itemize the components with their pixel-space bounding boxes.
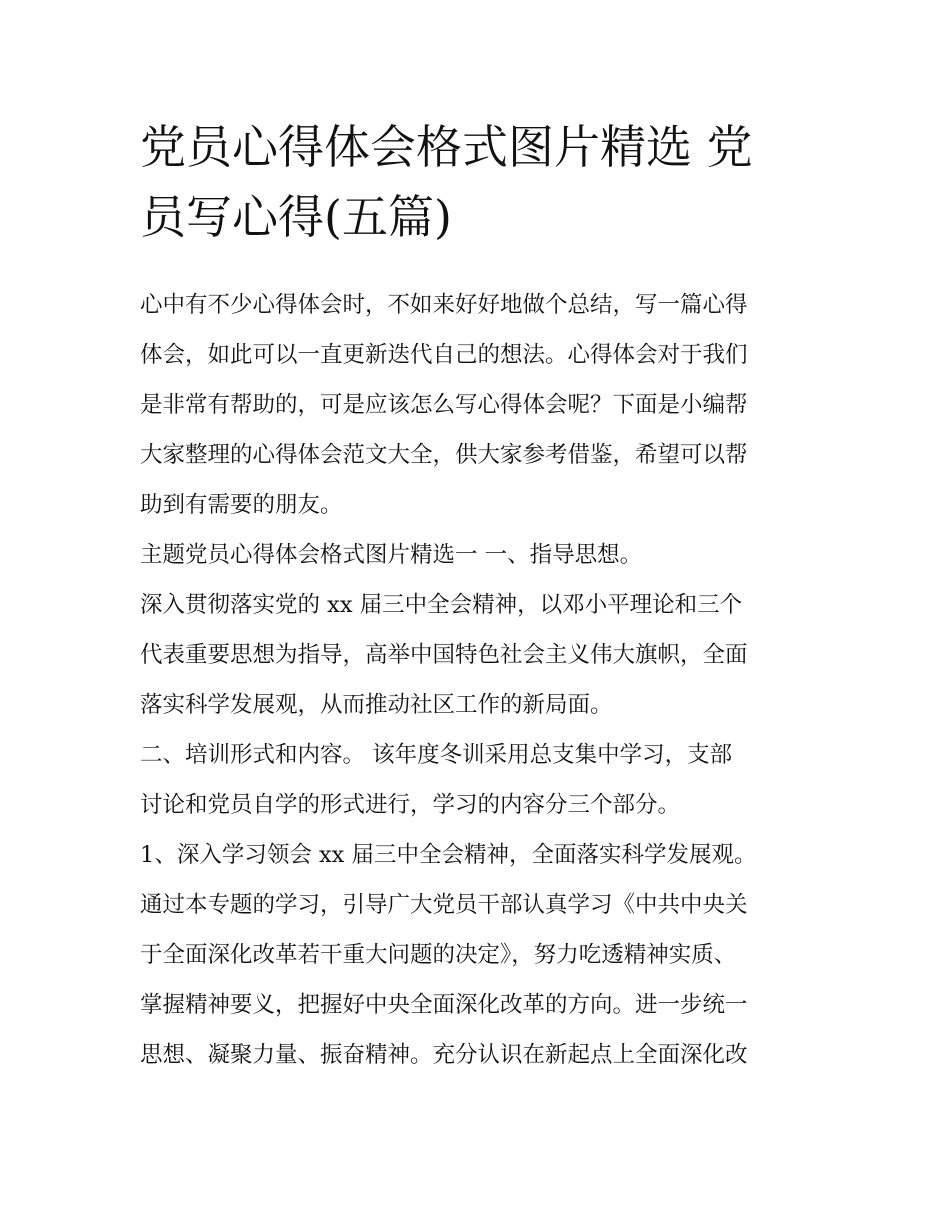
text-line: 助到有需要的朋友。: [140, 492, 343, 518]
paragraph-guiding-thought: [140, 580, 830, 730]
paragraph-item-1: [140, 830, 830, 880]
title-line: 党员心得体会格式图片精选 党: [140, 120, 753, 174]
text-line: 主题党员心得体会格式图片精选一 一、指导思想。: [140, 542, 643, 568]
paragraph-study-detail: [140, 880, 830, 1080]
text-line: 二、培训形式和内容。 该年度冬训采用总支集中学习，支部: [140, 742, 733, 768]
document-body: [140, 280, 830, 1080]
text-line: 大家整理的心得体会范文大全，供大家参考借鉴，希望可以帮: [140, 442, 748, 468]
text-line: 深入贯彻落实党的 xx 届三中全会精神，以邓小平理论和三个: [140, 592, 743, 618]
text-line: 心中有不少心得体会时，不如来好好地做个总结，写一篇心得: [140, 292, 748, 318]
text-line: 体会，如此可以一直更新迭代自己的想法。心得体会对于我们: [140, 342, 748, 368]
text-line: 通过本专题的学习，引导广大党员干部认真学习《中共中央关: [140, 892, 748, 918]
text-line: 落实科学发展观，从而推动社区工作的新局面。: [140, 692, 613, 718]
text-line: 掌握精神要义，把握好中央全面深化改革的方向。进一步统一: [140, 992, 748, 1018]
text-line: 1、深入学习领会 xx 届三中全会精神，全面落实科学发展观。: [140, 842, 757, 868]
text-line: 于全面深化改革若干重大问题的决定》，努力吃透精神实质、: [140, 942, 737, 968]
paragraph-training-form: [140, 730, 830, 830]
text-line: 代表重要思想为指导，高举中国特色社会主义伟大旗帜，全面: [140, 642, 748, 668]
title-line: 员写心得(五篇): [140, 190, 452, 244]
paragraph-section-heading: [140, 530, 830, 580]
paragraph-intro: [140, 280, 830, 530]
document-title: [140, 112, 820, 252]
text-line: 是非常有帮助的，可是应该怎么写心得体会呢？下面是小编帮: [140, 392, 748, 418]
text-line: 讨论和党员自学的形式进行，学习的内容分三个部分。: [140, 792, 681, 818]
text-line: 思想、凝聚力量、振奋精神。充分认识在新起点上全面深化改: [140, 1042, 748, 1068]
